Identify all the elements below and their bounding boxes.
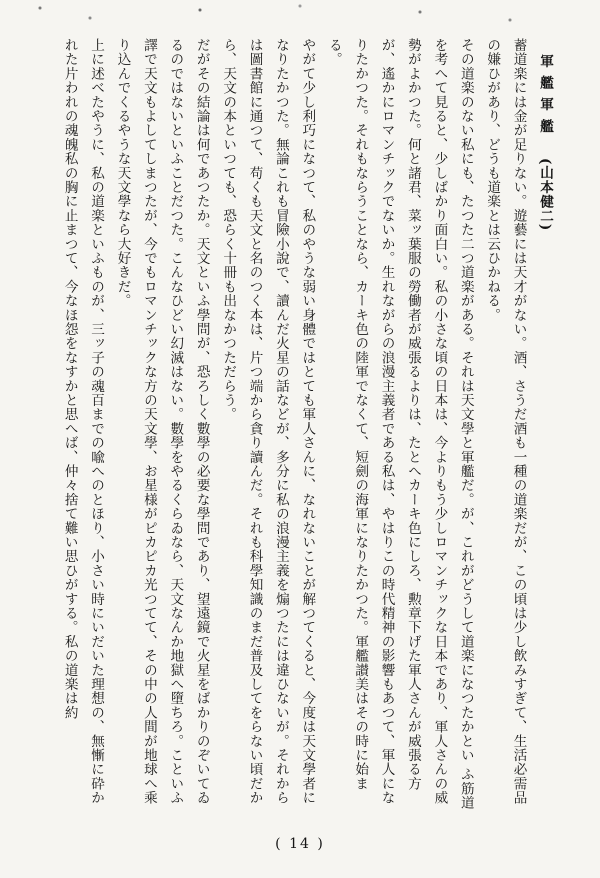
paragraph: やがて少し利巧になつて、私のやうな弱い身體ではとても軍人さんに、なれないことが解つてくると、今度は天文學者になりたかつた。無論これも冒險小說で、讀んだ火星の話などが、多分に私の浪漫主義を煽つたには違ひないが。それからは圖書館に通つて、苟くも天文と名のつく本は、片つ端から貪り讀んだ。それも科學知識のまだ普及してをらない頃だから、天文の本といつても、恐らく十冊も出なかつただらう。 <box>220 38 316 805</box>
paragraph: 蓄道楽には金が足りない。遊藝には天才がない。酒、さうだ酒も一種の道楽だが、この頃は少し飲みすぎて、生活必需品の嫌ひがあり、どうも道楽とは云ひかねる。 <box>484 38 527 805</box>
article-title: 軍艦軍艦(山本健二) <box>537 54 553 232</box>
vertical-text-body <box>38 38 558 818</box>
page-number: ( 14 ) <box>275 836 325 852</box>
article-author: (山本健二) <box>537 158 553 232</box>
scan-speckle <box>0 0 600 30</box>
paragraph: その道楽のない私にも、たつた二つ道楽がある。それは天文學と軍艦だ。が、これがどうして道楽になつたかとい ふ筋道を考へて見ると、少しばかり面白い。私の小さな頃の日本は、今よりもう少しロマンチックな日本であり、軍人さんの威勢がよかつた。何と諸君、菜ッ葉服の勞働者が威張るよりは、たとへカーキ色にしろ、勲章下げた軍人さんが威張る方が、遙かにロマンチックでないか。生れながらの浪漫主義者である私は、やはりこの時代精神の影響もあつて、軍人になりたかつた。それもならうことなら、カーキ色の陸軍でなくて、短劍の海軍になりたかつた。軍艦讃美はその時に始まる。 <box>325 38 474 810</box>
paragraph: だがその結論は何であつたか。天文といふ學問が、恐ろしく數學の必要な學問であり、望遠鏡で火星をばかりのぞいてゐるのではないといふことだつた。こんなひどい幻滅はない。數學をやるくらゐなら、天文なんか地獄へ墮ちろ。こといふ譯で天文もよしてしまつたが、今でもロマンチックな方の天文學、お星様がピカピカ光つてて、その中の人間が地球へ乘り込んでくるやうな天文學なら大好きだ。 <box>114 38 210 805</box>
paragraph: 上に述べたやうに、私の道楽といふものが、三ッ子の魂百までの喩へのとほり、小さい時にいだいた理想の、無慚に砕かれた片われの魂魄私の胸に止まつて、今なほ怨をなすかと思へば、仲々捨て難い思ひがする。私の道楽は約 <box>61 38 105 805</box>
